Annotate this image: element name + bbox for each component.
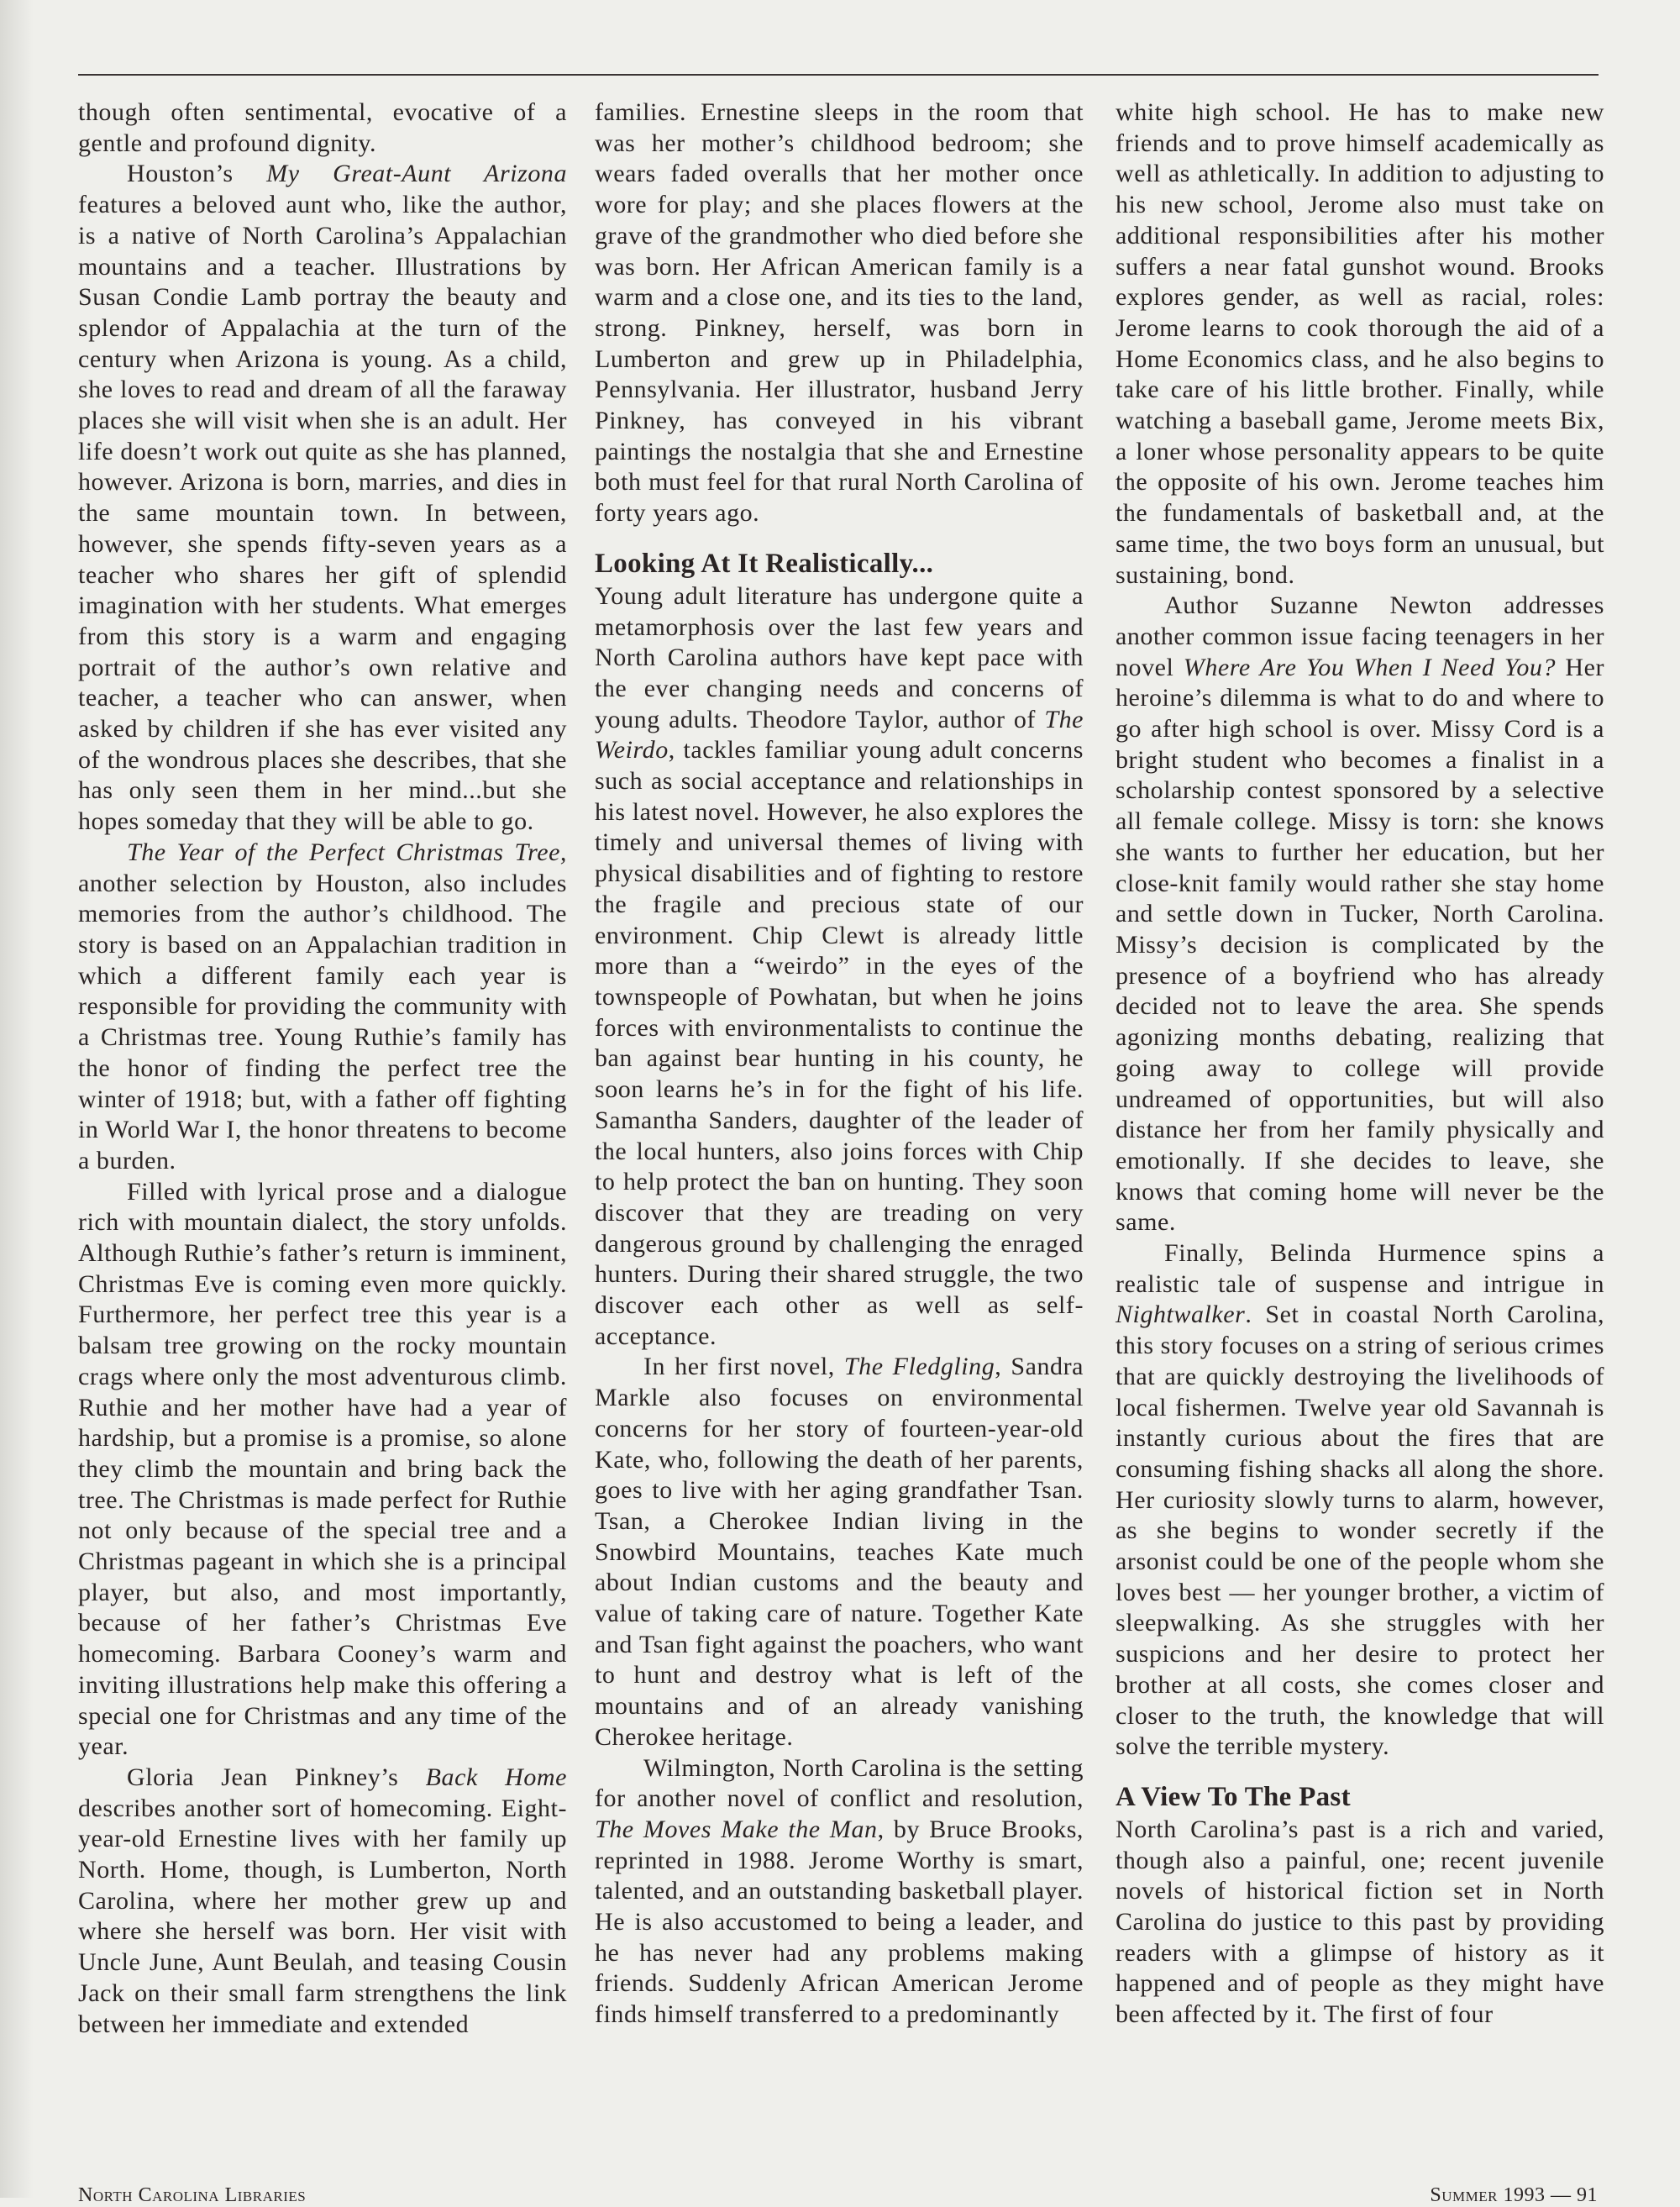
article-column-1 bbox=[78, 97, 567, 2040]
paragraph bbox=[1116, 1815, 1604, 2031]
text-run: Author Suzanne Newton addresses another common issue facing teenagers in her novel bbox=[1116, 591, 1604, 681]
paragraph bbox=[78, 838, 567, 1177]
text-run: A View To The Past bbox=[1116, 1781, 1351, 1812]
paragraph bbox=[595, 1753, 1084, 2031]
paragraph bbox=[1116, 591, 1604, 1238]
book-title: Nightwalker bbox=[1116, 1301, 1246, 1329]
text-run: , Sandra Markle also focuses on environmental concerns for her story of fourteen-year-old Kate, who, following the death of her parents, goes to live with her aging grandfather Tsan. Tsan, a Cherokee Indian living in the Snowbird Mountains, teaches Kate much about Indian customs and the beauty and value of taking care of nature. Together Kate and Tsan fight against the poachers, who want to hunt and destroy what is left of the mountains and of an already vanishing Cherokee heritage. bbox=[595, 1353, 1084, 1751]
book-title: The Year of the Perfect Christmas Tree, bbox=[127, 838, 567, 866]
text-run: Her heroine’s dilemma is what to do and where to go after high school is over. Missy Cord is a bright student who becomes a finalist in a scholarship contest sponsored by a selective all female college. Missy is torn: she knows she wants to further her education, but her close-knit family would rather she stay home and settle down in Tucker, North Carolina. Missy’s decision is complicated by the presence of a boyfriend who has already decided not to leave the area. She spends agonizing months debating, realizing that going away to college will provide undreamed of opportunities, but will also distance her from her family physically and emotionally. If she decides to leave, she knows that coming home will never be the same. bbox=[1116, 653, 1605, 1237]
text-run: Young adult literature has undergone quite a metamorphosis over the last few years and North Carolina authors have kept pace with the ever changing needs and concerns of young adults. Theodore Taylor, author of bbox=[595, 581, 1084, 733]
text-run: Looking At It Realistically... bbox=[595, 548, 934, 579]
text-run: features a beloved aunt who, like the author, is a native of North Carolina’s Appalachian mountains and a teacher. Illustrations by Susan Condie Lamb portray the beauty and splendor of Appalachia at the turn of the century when Arizona is young. As a child, she loves to read and dream of all the faraway places she will visit when she is an adult. Her life doesn’t work out quite as she has planned, however. Arizona is born, marries, and dies in the same mountain town. In between, however, she spends fifty-seven years as a teacher who shares her gift of splendid imagination with her students. What emerges from this story is a warm and engaging portrait of the author’s own relative and teacher, a teacher who can answer, when asked by children if she has ever visited any of the wondrous places she describes, that she has only seen them in her mind...but she hopes someday that they will be able to go. bbox=[78, 191, 567, 836]
page-edge-shadow bbox=[0, 0, 34, 2198]
text-run: Filled with lyrical prose and a dialogue rich with mountain dialect, the story unfolds. Although Ruthie’s father’s return is imminent, Christmas Eve is coming even more quickly. Furthermore, her perfect tree this year is a balsam tree growing on the rocky mountain crags where only the most adventurous climb. Ruthie and her mother have had a year of hardship, but a promise is a promise, so alone they climb the mountain and bring back the tree. The Christmas is made perfect for Ruthie not only because of the special tree and a Christmas pageant in which she is a principal player, but also, and most importantly, because of her father’s Christmas Eve homecoming. Barbara Cooney’s warm and inviting illustrations help make this offering a special one for Christmas and any time of the year. bbox=[78, 1177, 567, 1761]
section-heading bbox=[1116, 1781, 1604, 1813]
text-run: another selection by Houston, also includes memories from the author’s childhood. The story is based on an Appalachian tradition in which a different family each year is responsible for providing the community with a Christmas tree. Young Ruthie’s family has the honor of finding the perfect tree the winter of 1918; but, with a father off fighting in World War I, the honor threatens to become a burden. bbox=[78, 869, 567, 1174]
footer-publication-name: North Carolina Libraries bbox=[78, 2184, 307, 2206]
paragraph bbox=[1116, 1238, 1604, 1763]
text-run: . Set in coastal North Carolina, this story focuses on a string of serious crimes that are quickly destroying the livelihoods of local fishermen. Twelve year old Savannah is instantly curious about the fires that are consuming fishing shacks all along the shore. Her curiosity slowly turns to alarm, however, as she begins to wonder secretly if the arsonist could be one of the people whom she loves best — her younger brother, a victim of sleepwalking. As she struggles with her suspicions and her desire to protect her brother at all costs, she comes closer and closer to the truth, the knowledge that will solve the terrible mystery. bbox=[1116, 1301, 1604, 1761]
paragraph bbox=[78, 1177, 567, 1763]
text-run: Wilmington, North Carolina is the setting for another novel of conflict and resolution, bbox=[595, 1753, 1084, 1813]
book-title: Back Home bbox=[425, 1763, 567, 1791]
header-rule bbox=[78, 74, 1599, 76]
paragraph bbox=[595, 1352, 1084, 1752]
paragraph bbox=[78, 1763, 567, 2040]
section-heading bbox=[595, 548, 1084, 580]
book-title: Where Are You When I Need You? bbox=[1183, 653, 1556, 681]
book-title: The Weirdo bbox=[595, 705, 1084, 765]
footer-issue-page-number: Summer 1993 — 91 bbox=[1430, 2184, 1598, 2206]
paragraph bbox=[595, 97, 1084, 529]
text-run: In her first novel, bbox=[643, 1353, 844, 1381]
text-run: , tackles familiar young adult concerns such as social acceptance and relationships in his latest novel. However, he also explores the timely and universal themes of living with physical disabilities and of fighting to restore the fragile and precious state of our environment. Chip Clewt is already little more than a “weirdo” in the eyes of the townspeople of Powhatan, but when he joins forces with environmentalists to continue the ban against bear hunting in his county, he soon learns he’s in for the fight of his life. Samantha Sanders, daughter of the leader of the local hunters, also joins forces with Chip to help protect the ban on hunting. They soon discover that they are treading on very dangerous ground by challenging the enraged hunters. During their shared struggle, the two discover each other as well as self- acceptance. bbox=[595, 736, 1084, 1350]
paragraph bbox=[595, 581, 1084, 1353]
text-run: families. Ernestine sleeps in the room that was her mother’s childhood bedroom; she wears faded overalls that her mother once wore for play; and she places flowers at the grave of the grandmother who died before she was born. Her African American family is a warm and a close one, and its ties to the land, strong. Pinkney, herself, was born in Lumberton and grew up in Philadelphia, Pennsylvania. Her illustrator, husband Jerry Pinkney, has conveyed in his vibrant paintings the nostalgia that she and Ernestine both must feel for that rural North Carolina of forty years ago. bbox=[595, 98, 1084, 528]
text-run: , by Bruce Brooks, reprinted in 1988. Jerome Worthy is smart, talented, and an outstanding basketball player. He is also accustomed to being a leader, and he has never had any problems making friends. Suddenly African American Jerome finds himself transferred to a predominantly bbox=[595, 1815, 1084, 2029]
book-title: The Moves Make the Man bbox=[595, 1815, 878, 1843]
article-column-3 bbox=[1116, 97, 1604, 2031]
text-run: Houston’s bbox=[127, 160, 267, 188]
book-title: My Great-Aunt Arizona bbox=[266, 160, 567, 188]
text-run: North Carolina’s past is a rich and varied, though also a painful, one; recent juvenile novels of historical fiction set in North Carolina do justice to this past by providing readers with a glimpse of history as it happened and of people as they might have been affected by it. The first of four bbox=[1116, 1815, 1604, 2029]
paragraph bbox=[78, 159, 567, 837]
text-run: Gloria Jean Pinkney’s bbox=[127, 1763, 426, 1791]
text-run: Finally, Belinda Hurmence spins a realistic tale of suspense and intrigue in bbox=[1116, 1239, 1604, 1298]
text-run: white high school. He has to make new friends and to prove himself academically as well as athletically. In addition to adjusting to his new school, Jerome also must take on additional responsibilities after his mother suffers a near fatal gunshot wound. Brooks explores gender, as well as racial, roles: Jerome learns to cook thorough the aid of a Home Economics class, and he also begins to take care of his little brother. Finally, while watching a baseball game, Jerome meets Bix, a loner whose personality appears to be quite the opposite of his own. Jerome teaches him the fundamentals of basketball and, at the same time, the two boys form an unusual, but sustaining, bond. bbox=[1116, 98, 1604, 589]
text-run: though often sentimental, evocative of a gentle and profound dignity. bbox=[78, 98, 567, 157]
paragraph bbox=[1116, 97, 1604, 591]
book-title: The Fledgling bbox=[843, 1353, 995, 1381]
paragraph bbox=[78, 97, 567, 159]
article-column-2 bbox=[595, 97, 1084, 2031]
text-run: describes another sort of homecoming. Eight-year-old Ernestine lives with her family up North. Home, though, is Lumberton, North Carolina, where her mother grew up and where she herself was born. Her visit with Uncle June, Aunt Beulah, and teasing Cousin Jack on their small farm strengthens the link between her immediate and extended bbox=[78, 1794, 567, 2038]
